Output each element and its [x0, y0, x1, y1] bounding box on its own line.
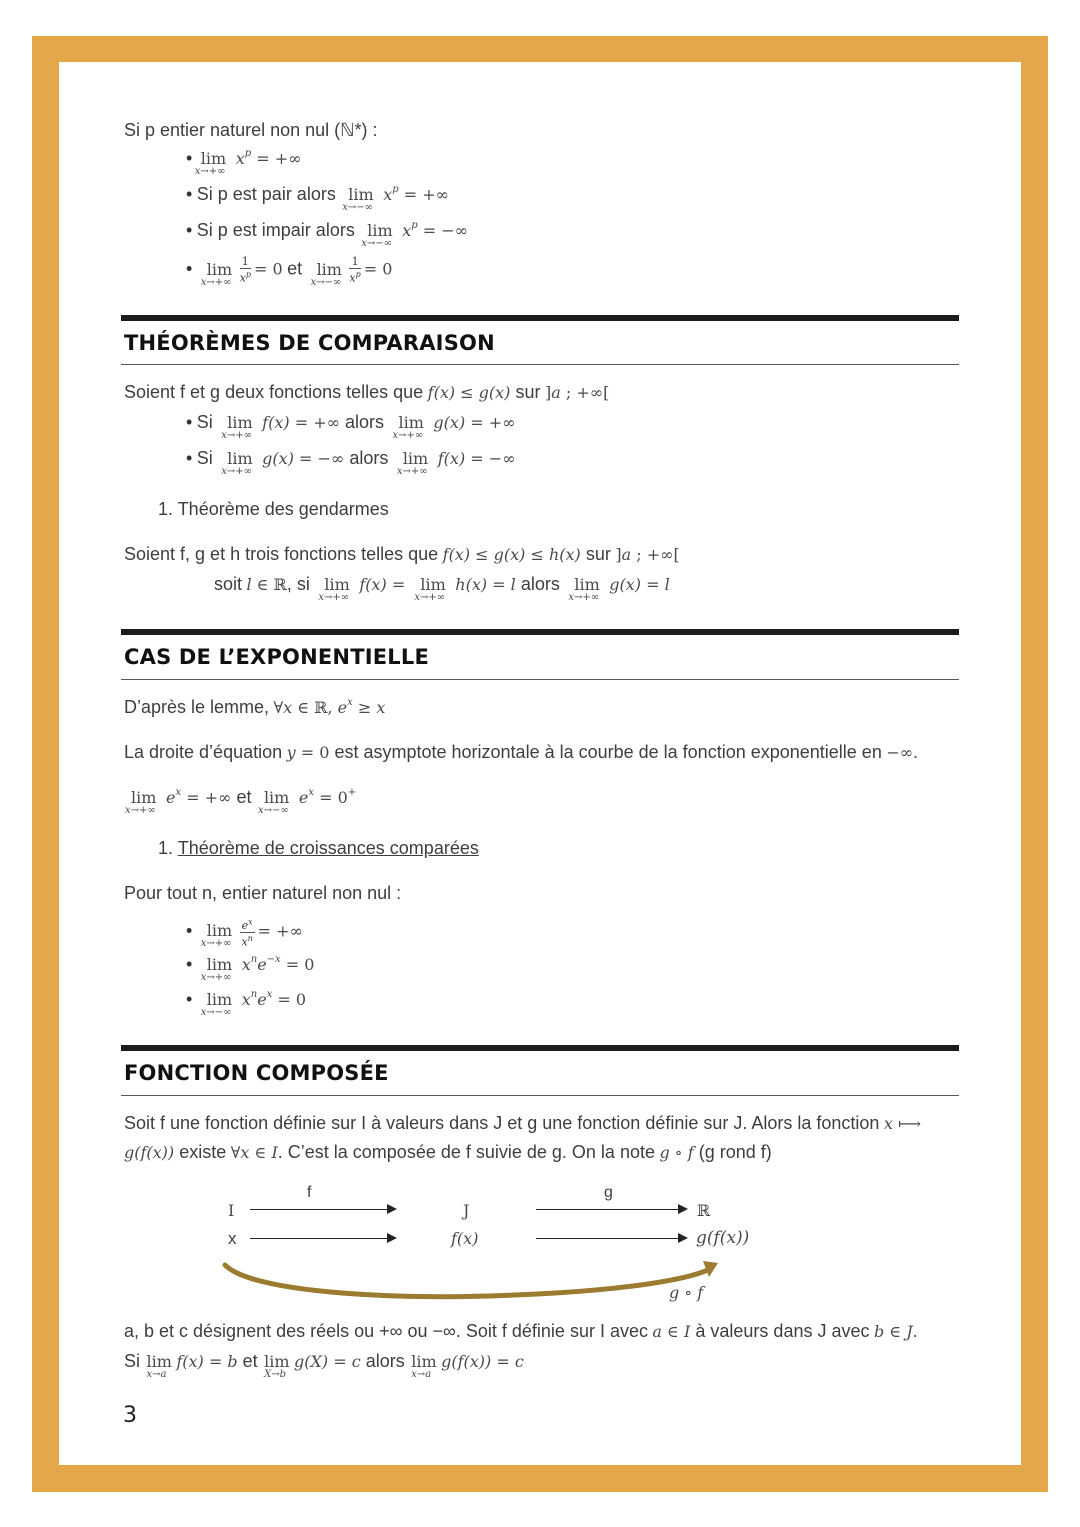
asymptote-text-b: est asymptote horizontale à la courbe de la fonction exponentielle en [334, 742, 882, 762]
gendarmes-intro: Soient f, g et h trois fonctions telles que f(x) ≤ g(x) ≤ h(x) sur ]a ; +∞[ [124, 544, 680, 564]
et-text: et [287, 258, 303, 279]
powers-intro: Si p entier naturel non nul (ℕ*) : [124, 120, 378, 140]
alors-text: alors [345, 412, 385, 432]
heading-exponentielle: CAS DE L’EXPONENTIELLE [124, 645, 429, 669]
arrow-x-to-fx [250, 1238, 395, 1239]
composee-text-c: . C’est la composée de f suivie de g. On la note [277, 1142, 655, 1162]
section-rule-bottom [121, 679, 959, 680]
arrow-I-to-J [250, 1209, 395, 1210]
comparaison-intro-text: Soient f et g deux fonctions telles que [124, 382, 424, 402]
si-text: Si [196, 412, 213, 432]
diagram-gfx: g(f(x)) [696, 1228, 750, 1248]
si-text: , si [286, 574, 310, 594]
heading-comparaison: THÉORÈMES DE COMPARAISON [124, 331, 495, 355]
section-rule-bottom [121, 364, 959, 365]
formula-inverse: • lim x→+∞ $\frac{1}{x^p}$ = 0 et lim x→−∞ $\frac{1}{x^p}$ = 0 [186, 255, 393, 288]
section-rule-bottom [121, 1095, 959, 1096]
impair-text: Si p est impair alors [196, 220, 355, 240]
gendarmes-title: 1. Théorème des gendarmes [158, 499, 389, 519]
diagram-set-J: J [463, 1201, 470, 1220]
arrow-J-to-R [536, 1209, 686, 1210]
diagram-set-R: ℝ [697, 1201, 711, 1220]
composee-para2-b: à valeurs dans J avec [695, 1321, 870, 1341]
composee-para2-line1: a, b et c désignent des réels ou +∞ ou −∞. Soit f définie sur I avec a ∈ I à valeurs dans J avec b ∈ J. [124, 1321, 918, 1341]
formula-ex-over-xn: • lim x→+∞ $\frac{e^x}{x^n}$ = +∞ [186, 917, 303, 950]
croissances-number: 1. [158, 838, 174, 858]
soit-text: soit [214, 574, 243, 594]
asymptote-text-a: La droite d’équation [124, 742, 283, 762]
diagram-fx: f(x) [451, 1229, 479, 1248]
si-text: Si [196, 448, 213, 468]
page-number: 3 [123, 1403, 137, 1428]
composee-para2-a: a, b et c désignent des réels ou +∞ ou −∞. Soit f définie sur I avec [124, 1321, 648, 1341]
lemme-text: D’après le lemme, [124, 697, 270, 717]
composition-curve-arrow [215, 1255, 735, 1305]
diagram-var-x: x [228, 1229, 237, 1248]
et-text: et [236, 787, 252, 807]
si-text: Si [124, 1351, 141, 1371]
pair-text: Si p est pair alors [196, 184, 336, 204]
alors-text: alors [365, 1351, 405, 1371]
sur-text: sur [585, 544, 611, 564]
formula-impair: • Si p est impair alors lim x→−∞ $x^p$ = −∞ [186, 220, 468, 249]
section-rule-top [121, 629, 959, 635]
composee-text-b: existe [179, 1142, 227, 1162]
gendarmes-conclusion: soit l ∈ ℝ, si lim x→+∞ f(x) = lim x→+∞ h(x) = l alors lim x→+∞ g(x) = l [214, 574, 670, 603]
sur-text: sur [515, 382, 541, 402]
asymptote-line: La droite d’équation y = 0 est asymptote horizontale à la courbe de la fonction exponentielle en −∞. [124, 742, 919, 762]
section-rule-top [121, 1045, 959, 1051]
croissances-title [158, 838, 479, 859]
et-text: et [242, 1351, 258, 1371]
composee-limit-rule: Si lim x→a f(x) = b et lim X→b g(X) = c alors lim x→a g(f(x)) = c [124, 1351, 524, 1380]
alors-text: alors [349, 448, 389, 468]
diagram-set-I: I [228, 1201, 235, 1220]
diagram-label-f: f [307, 1184, 312, 1201]
composee-para1-line1: Soit f une fonction définie sur I à valeurs dans J et g une fonction définie sur J. Alors la fonction x ⟼ [124, 1113, 921, 1133]
section-rule-top [121, 315, 959, 321]
arrow-fx-to-gfx [536, 1238, 686, 1239]
lemme-line: D’après le lemme, ∀x ∈ ℝ, $e^x \ge x$ [124, 697, 386, 717]
comparaison-rule-1: • Si lim x→+∞ f(x) = +∞ alors lim x→+∞ g(x) = +∞ [186, 412, 516, 441]
croissances-link[interactable]: Théorème de croissances comparées [177, 838, 479, 858]
composee-para1-line2: g(f(x)) existe ∀x ∈ I. C’est la composée de f suivie de g. On la note g ∘ f (g rond f) [124, 1142, 772, 1162]
alors-text: alors [520, 574, 560, 594]
formula-pair: • Si p est pair alors lim x→−∞ $x^p$ = +∞ [186, 184, 449, 213]
formula-xn-e-minus-x: • lim x→+∞ $x^ne^{-x} = 0$ [186, 954, 315, 983]
comparaison-intro: Soient f et g deux fonctions telles que f(x) ≤ g(x) sur ]a ; +∞[ [124, 382, 610, 402]
diagram-label-g: g [604, 1184, 613, 1201]
diagram-gof: g ∘ f [669, 1283, 704, 1302]
pour-tout-line: Pour tout n, entier naturel non nul : [124, 883, 402, 903]
composee-text-a: Soit f une fonction définie sur I à valeurs dans J et g une fonction définie sur J. Alors la fonction [124, 1113, 880, 1133]
exp-limits: lim x→+∞ $e^x$ = +∞ et lim x→−∞ $e^x = 0^+$ [125, 787, 357, 816]
comparaison-rule-2: • Si lim x→+∞ g(x) = −∞ alors lim x→+∞ f(x) = −∞ [186, 448, 516, 477]
composee-text-d: (g rond f) [698, 1142, 772, 1162]
formula-lim-xp-plusinf: • lim x→+∞ $x^p$ = +∞ [186, 148, 302, 177]
gendarmes-intro-text: Soient f, g et h trois fonctions telles que [124, 544, 439, 564]
formula-xn-e-x: • lim x→−∞ $x^ne^x = 0$ [186, 989, 307, 1018]
heading-composee: FONCTION COMPOSÉE [124, 1061, 389, 1085]
